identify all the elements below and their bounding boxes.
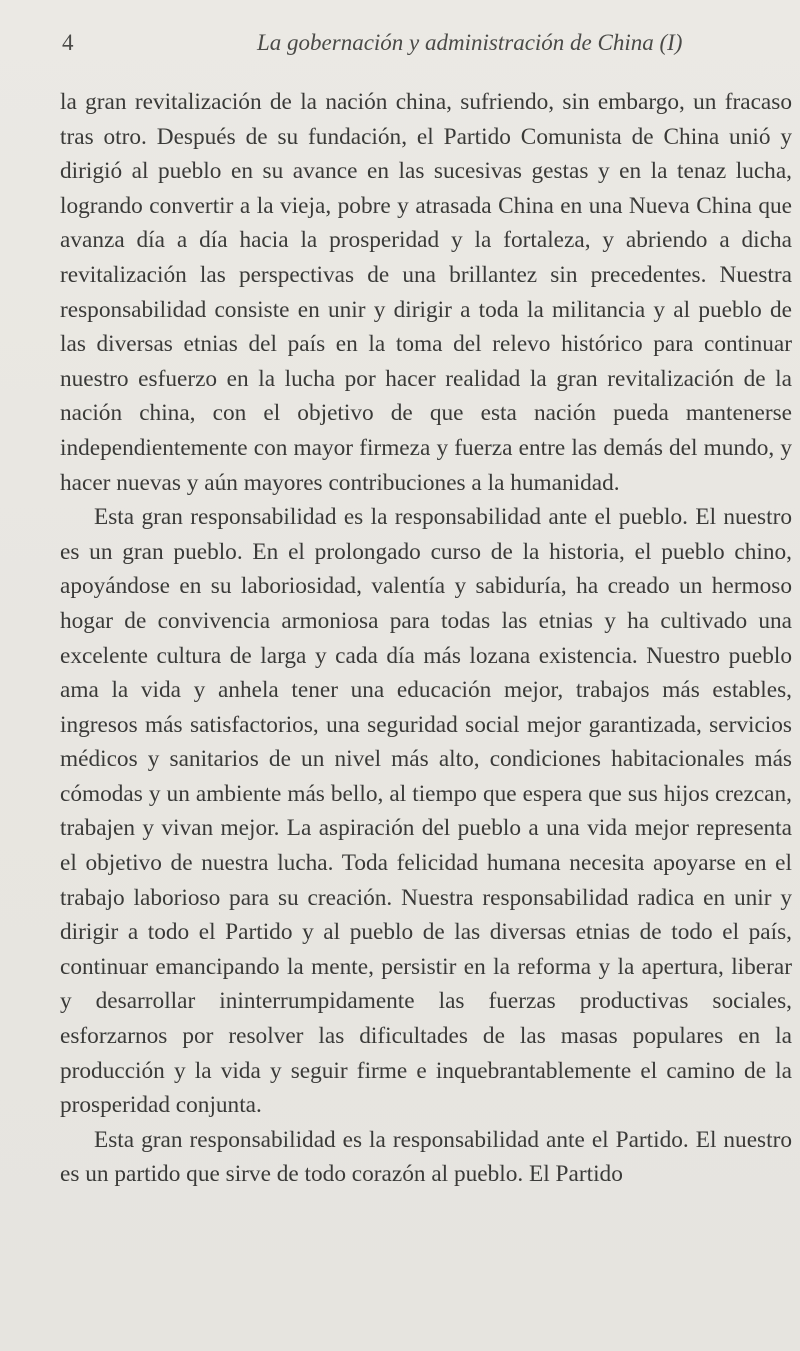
paragraph-1: la gran revitalización de la nación china, sufriendo, sin embargo, un fracaso tras otro. Después de su fundación, el Partido Comunista de China unió y dirigió al pueblo en su avance en las sucesivas gestas y en la tenaz lucha, logrando convertir a la vieja, pobre y atrasada China en una Nueva China que avanza día a día hacia la prosperidad y la fortaleza, y abriendo a dicha revitalización las perspectivas de una brillantez sin precedentes. Nuestra responsabilidad consiste en unir y dirigir a toda la militancia y al pueblo de las diversas etnias del país en la toma del relevo histórico para continuar nuestro esfuerzo en la lucha por hacer realidad la gran revitalización de la nación china, con el objetivo de que esta nación pueda mantenerse independientemente con mayor firmeza y fuerza entre las demás del mundo, y hacer nuevas y aún mayores contribuciones a la humanidad. — [60, 89, 792, 496]
page-header — [62, 30, 760, 64]
running-title: La gobernación y administración de China (I) — [257, 30, 683, 55]
page-number: 4 — [62, 30, 74, 55]
paragraph-3: Esta gran responsabilidad es la responsabilidad ante el Partido. El nuestro es un partido que sirve de todo corazón al pueblo. El Partido — [60, 1126, 792, 1188]
body-text — [60, 85, 792, 1192]
paragraph-2: Esta gran responsabilidad es la responsabilidad ante el pueblo. El nuestro es un gran pueblo. En el prolongado curso de la historia, el pueblo chino, apoyándose en su laboriosidad, valentía y sabiduría, ha creado un hermoso hogar de convivencia armoniosa para todas las etnias y ha cultivado una excelente cultura de larga y cada día más lozana existencia. Nuestro pueblo ama la vida y anhela tener una educación mejor, trabajos más estables, ingresos más satisfactorios, una seguridad social mejor garantizada, servicios médicos y sanitarios de un nivel más alto, condiciones habitacionales más cómodas y un ambiente más bello, al tiempo que espera que sus hijos crezcan, trabajen y vivan mejor. La aspiración del pueblo a una vida mejor representa el objetivo de nuestra lucha. Toda felicidad humana necesita apoyarse en el trabajo laborioso para su creación. Nuestra responsabilidad radica en unir y dirigir a todo el Partido y al pueblo de las diversas etnias de todo el país, continuar emancipando la mente, persistir en la reforma y la apertura, liberar y desarrollar ininterrumpidamente las fuerzas productivas sociales, esforzarnos por resolver las dificultades de las masas populares en la producción y la vida y seguir firme e inquebrantablemente el camino de la prosperidad conjunta. — [60, 504, 792, 1119]
